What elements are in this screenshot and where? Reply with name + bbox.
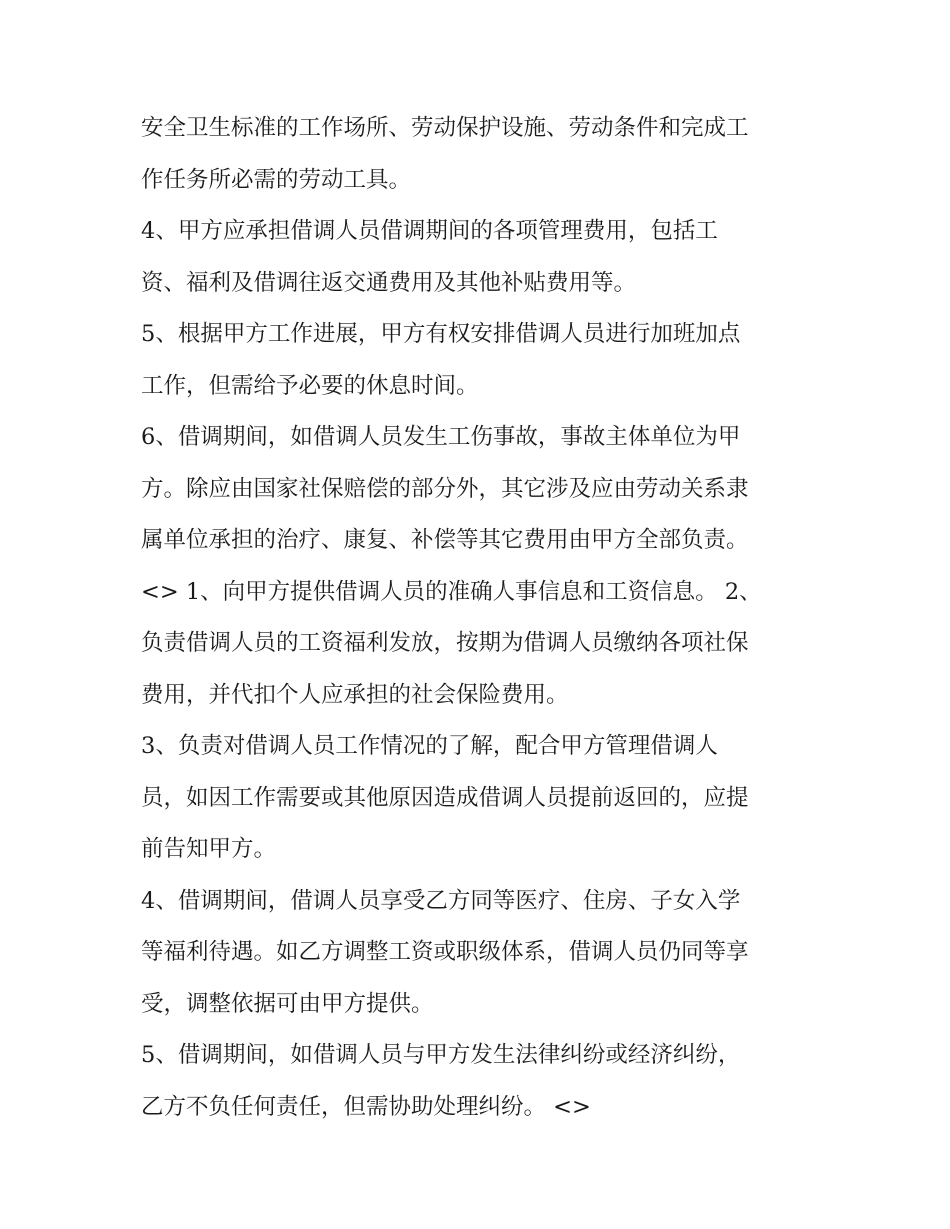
text-line: <> 1、向甲方提供借调人员的准确人事信息和工资信息。 2、: [141, 578, 762, 605]
text-line: 3、负责对借调人员工作情况的了解，配合甲方管理借调人: [141, 733, 718, 759]
text-line: 5、根据甲方工作进展，甲方有权安排借调人员进行加班加点: [141, 321, 741, 347]
text-line: 前告知甲方。: [141, 836, 277, 862]
text-line: 安全卫生标准的工作场所、劳动保护设施、劳动条件和完成工: [141, 115, 749, 141]
text-line: 5、借调期间，如借调人员与甲方发生法律纠纷或经济纠纷，: [141, 1042, 741, 1068]
text-line: 4、借调期间，借调人员享受乙方同等医疗、住房、子女入学: [141, 887, 741, 914]
text-line: 工作，但需给予必要的休息时间。: [141, 372, 479, 399]
text-line: 方。除应由国家社保赔偿的部分外，其它涉及应由劳动关系隶: [141, 475, 749, 502]
text-line: 等福利待遇。如乙方调整工资或职级体系，借调人员仍同等享: [141, 939, 749, 965]
text-line: 资、福利及借调往返交通费用及其他补贴费用等。: [141, 269, 637, 296]
text-line: 4、甲方应承担借调人员借调期间的各项管理费用，包括工: [141, 218, 718, 244]
text-line: 属单位承担的治疗、康复、补偿等其它费用由甲方全部负责。: [141, 527, 749, 553]
text-line: 负责借调人员的工资福利发放，按期为借调人员缴纳各项社保: [141, 630, 749, 656]
text-line: 费用，并代扣个人应承担的社会保险费用。: [141, 681, 569, 708]
text-line: 6、借调期间，如借调人员发生工伤事故，事故主体单位为甲: [141, 424, 741, 450]
document-body: [141, 103, 821, 1133]
text-line: 乙方不负任何责任，但需协助处理纠纷。 <>: [141, 1093, 591, 1120]
text-line: 作任务所必需的劳动工具。: [141, 166, 412, 193]
text-line: 员，如因工作需要或其他原因造成借调人员提前返回的，应提: [141, 784, 749, 811]
text-line: 受，调整依据可由甲方提供。: [141, 990, 434, 1017]
